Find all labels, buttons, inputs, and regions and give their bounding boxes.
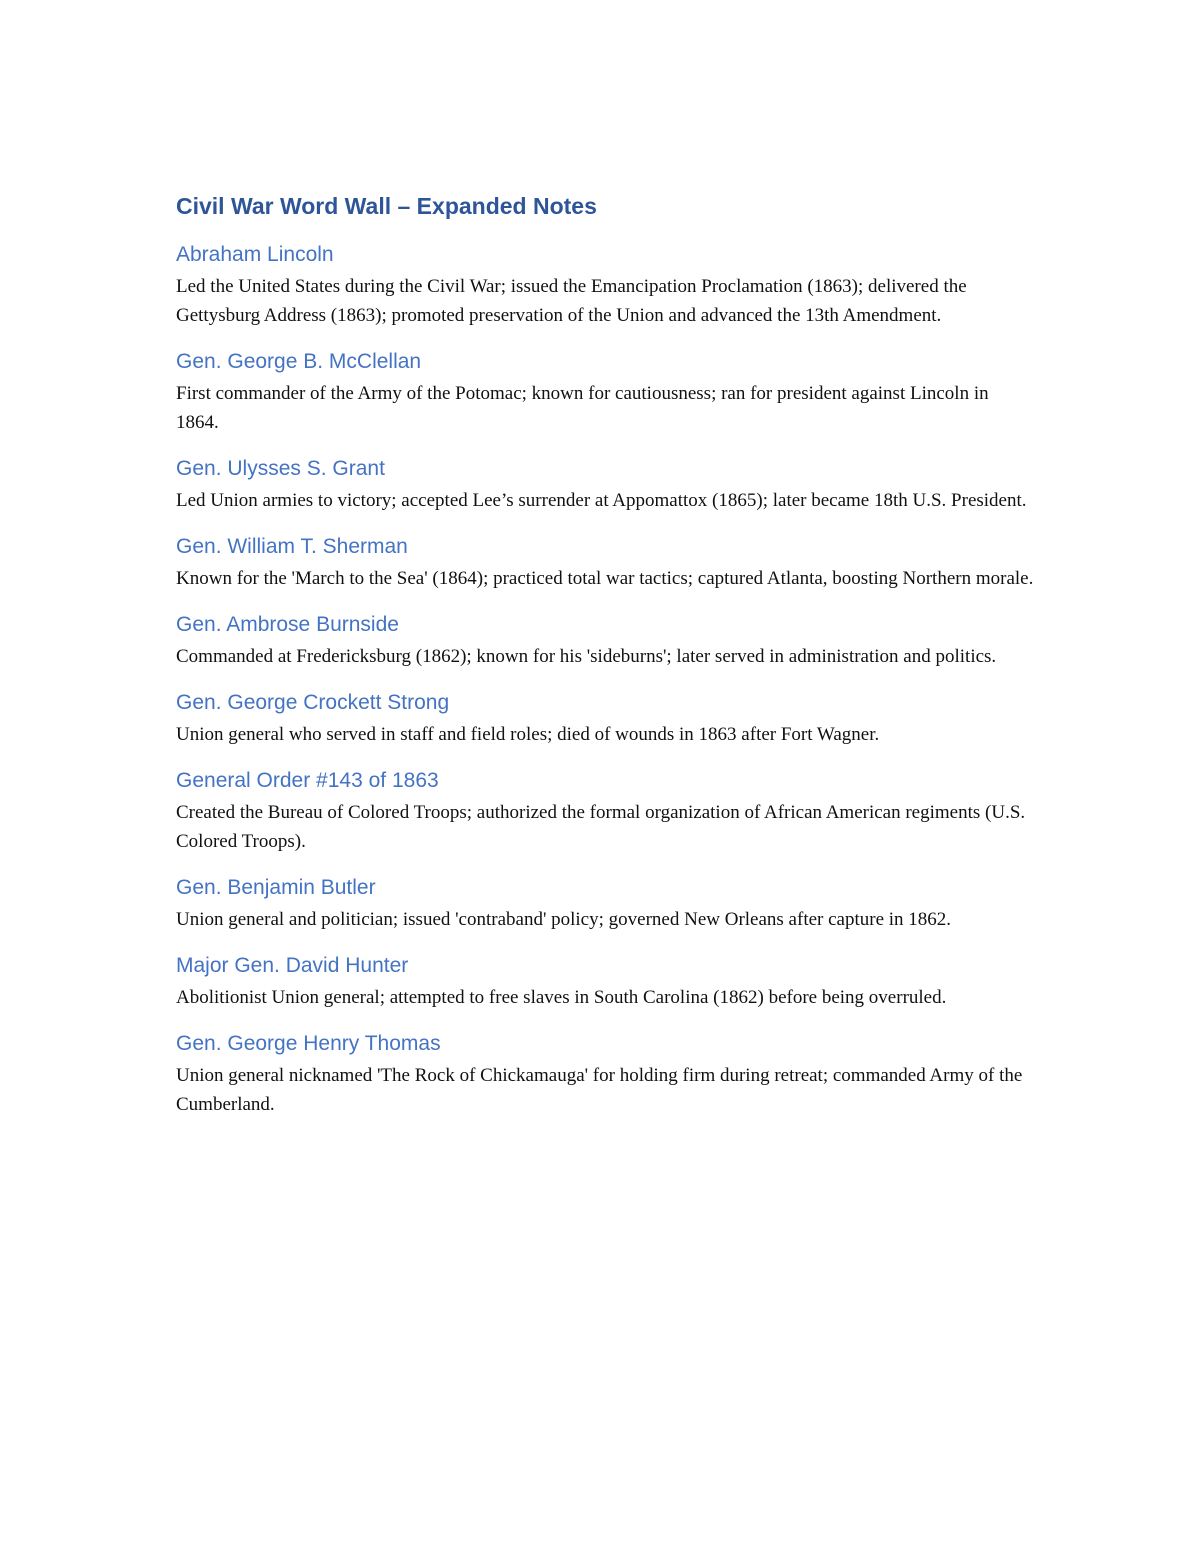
entry-heading: Gen. Ambrose Burnside bbox=[176, 613, 399, 636]
document-content bbox=[176, 189, 1036, 1136]
entry-george-mcclellan bbox=[176, 347, 1036, 437]
entry-heading: Gen. George Crockett Strong bbox=[176, 691, 450, 714]
entry-description: Union general and politician; issued 'contraband' policy; governed New Orleans after capture in 1862. bbox=[176, 909, 952, 930]
document-title: Civil War Word Wall – Expanded Notes bbox=[176, 193, 597, 219]
entry-description: Abolitionist Union general; attempted to free slaves in South Carolina (1862) before being overruled. bbox=[176, 987, 947, 1008]
entry-heading: Major Gen. David Hunter bbox=[176, 954, 409, 977]
entry-heading: Gen. Benjamin Butler bbox=[176, 876, 376, 899]
entry-david-hunter bbox=[176, 951, 1036, 1012]
entry-ambrose-burnside bbox=[176, 610, 1036, 671]
entry-ulysses-grant bbox=[176, 454, 1036, 515]
entry-george-crockett-strong bbox=[176, 688, 1036, 749]
entry-george-henry-thomas bbox=[176, 1029, 1036, 1119]
entry-description: Led Union armies to victory; accepted Lee’s surrender at Appomattox (1865); later became 18th U.S. President. bbox=[176, 490, 1027, 511]
entry-william-sherman bbox=[176, 532, 1036, 593]
entry-description: Led the United States during the Civil War; issued the Emancipation Proclamation (1863); delivered the Gettysburg Address (1863); promoted preservation of the Union and advanced the 13th Amendment. bbox=[176, 276, 967, 326]
entry-heading: Gen. William T. Sherman bbox=[176, 535, 408, 558]
entry-description: Known for the 'March to the Sea' (1864); practiced total war tactics; captured Atlanta, boosting Northern morale. bbox=[176, 568, 1034, 589]
entry-benjamin-butler bbox=[176, 873, 1036, 934]
entry-heading: Gen. George Henry Thomas bbox=[176, 1032, 441, 1055]
entry-heading: Gen. George B. McClellan bbox=[176, 350, 422, 373]
entry-heading: Gen. Ulysses S. Grant bbox=[176, 457, 385, 480]
entry-heading: General Order #143 of 1863 bbox=[176, 769, 439, 792]
entry-description: Commanded at Fredericksburg (1862); known for his 'sideburns'; later served in administration and politics. bbox=[176, 646, 997, 667]
entry-description: Created the Bureau of Colored Troops; authorized the formal organization of African American regiments (U.S. Colored Troops). bbox=[176, 802, 1026, 852]
entry-description: Union general who served in staff and field roles; died of wounds in 1863 after Fort Wagner. bbox=[176, 724, 880, 745]
entry-abraham-lincoln bbox=[176, 240, 1036, 330]
entry-general-order-143 bbox=[176, 766, 1036, 856]
entry-heading: Abraham Lincoln bbox=[176, 243, 334, 266]
entry-description: First commander of the Army of the Potomac; known for cautiousness; ran for president against Lincoln in 1864. bbox=[176, 383, 989, 433]
entry-description: Union general nicknamed 'The Rock of Chickamauga' for holding firm during retreat; commanded Army of the Cumberland. bbox=[176, 1065, 1023, 1115]
